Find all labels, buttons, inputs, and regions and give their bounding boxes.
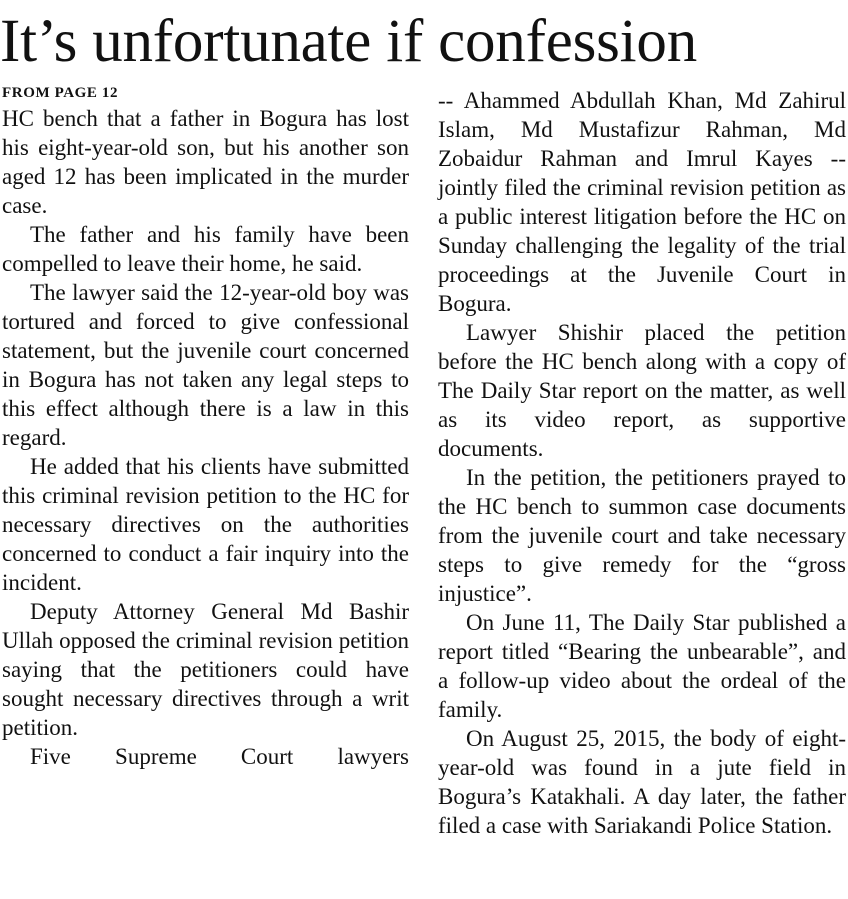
headline: It’s unfortunate if confession [0,8,698,75]
paragraph-right-3: In the petition, the petitioners prayed to the HC bench to summon case documents from the juvenile court and take necessary steps to give remedy for the “gross injustice”. [438,465,846,606]
paragraph-left-5: Deputy Attorney General Md Bashir Ullah opposed the criminal revision petition saying that the petitioners could have sought necessary directives through a writ petition. [2,599,409,740]
left-column [2,82,409,771]
continuation-label: FROM PAGE 12 [2,85,119,101]
paragraph-right-1: -- Ahammed Abdullah Khan, Md Zahirul Islam, Md Mustafizur Rahman, Md Zobaidur Rahman and Imrul Kayes -- jointly filed the criminal revision petition as a public interest litigation before the HC on Sunday challenging the legality of the trial proceedings at the Juvenile Court in Bogura. [438,88,846,316]
paragraph-right-4: On June 11, The Daily Star published a report titled “Bearing the unbearable”, and a follow-up video about the ordeal of the family. [438,610,846,722]
paragraph-left-3: The lawyer said the 12-year-old boy was tortured and forced to give confessional statement, but the juvenile court concerned in Bogura has not taken any legal steps to this effect although there is a law in this regard. [2,280,409,450]
paragraph-right-2: Lawyer Shishir placed the petition before the HC bench along with a copy of The Daily Star report on the matter, as well as its video report, as supportive documents. [438,320,846,461]
right-column [438,86,846,840]
paragraph-left-1: HC bench that a father in Bogura has lost his eight-year-old son, but his another son aged 12 has been implicated in the murder case. [2,106,409,218]
paragraph-right-5: On August 25, 2015, the body of eight-year-old was found in a jute field in Bogura’s Katakhali. A day later, the father filed a case with Sariakandi Police Station. [438,726,846,838]
paragraph-left-2: The father and his family have been compelled to leave their home, he said. [2,222,409,276]
paragraph-left-4: He added that his clients have submitted this criminal revision petition to the HC for necessary directives on the authorities concerned to conduct a fair inquiry into the incident. [2,454,409,595]
paragraph-left-6: Five Supreme Court lawyers [30,744,409,769]
